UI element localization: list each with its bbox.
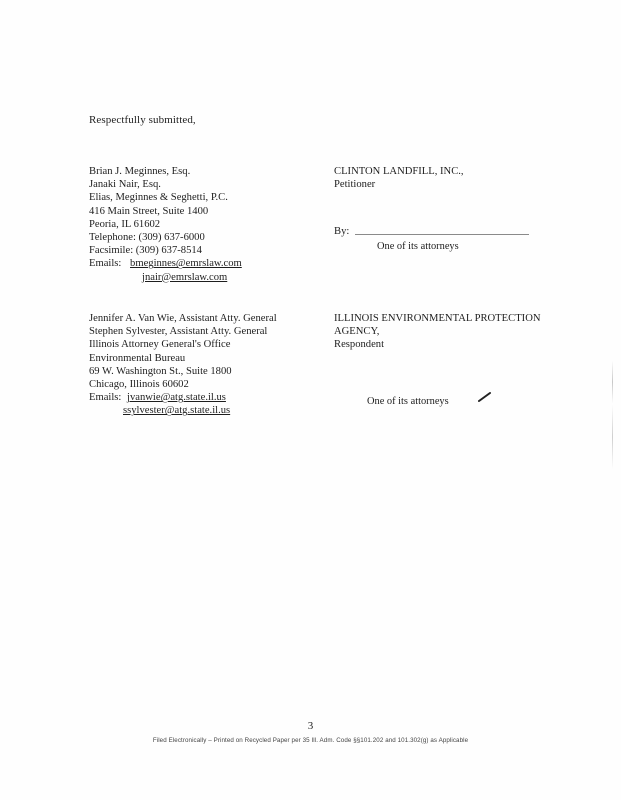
counsel-line: Jennifer A. Van Wie, Assistant Atty. General — [89, 313, 277, 324]
email-row — [89, 257, 242, 270]
party-name: ILLINOIS ENVIRONMENTAL PROTECTION — [334, 313, 541, 324]
email-link[interactable]: bmeginnes@emrslaw.com — [130, 258, 242, 270]
email-row — [89, 271, 242, 284]
email-link[interactable]: ssylvester@atg.state.il.us — [123, 405, 231, 417]
closing-text: Respectfully submitted, — [89, 114, 196, 126]
counsel-line: 416 Main Street, Suite 1400 — [89, 205, 209, 217]
respondent-party-block — [334, 312, 541, 352]
respondent-counsel-block — [89, 312, 277, 418]
party-role: Petitioner — [334, 179, 376, 191]
counsel-line: Facsimile: (309) 637-8514 — [89, 245, 202, 257]
signature-row — [334, 226, 529, 237]
email-link[interactable]: jvanwie@atg.state.il.us — [127, 392, 226, 404]
counsel-line: Telephone: (309) 637-6000 — [89, 232, 205, 244]
email-row — [89, 404, 277, 417]
counsel-line: Brian J. Meginnes, Esq. — [89, 166, 191, 177]
counsel-line: Elias, Meginnes & Seghetti, P.C. — [89, 192, 228, 204]
attorneys-caption: One of its attorneys — [377, 241, 459, 252]
attorneys-caption: One of its attorneys — [367, 396, 449, 407]
counsel-line: Janaki Nair, Esq. — [89, 179, 161, 191]
counsel-line: Peoria, IL 61602 — [89, 218, 161, 230]
filing-footer: Filed Electronically – Printed on Recycled Paper per 35 Ill. Adm. Code §§101.202 and 101.302(g) as Applicable — [152, 737, 469, 744]
petitioner-party-block — [334, 165, 464, 191]
counsel-line: 69 W. Washington St., Suite 1800 — [89, 365, 232, 377]
party-name: AGENCY, — [334, 326, 380, 338]
signature-line — [355, 233, 529, 235]
party-name: CLINTON LANDFILL, INC., — [334, 166, 464, 177]
counsel-line: Environmental Bureau — [89, 352, 186, 364]
pen-stroke-icon — [478, 391, 492, 403]
email-row — [89, 391, 277, 404]
counsel-line: Illinois Attorney General's Office — [89, 339, 231, 351]
emails-label: Emails: — [89, 392, 122, 404]
petitioner-counsel-block — [89, 165, 242, 284]
counsel-line: Chicago, Illinois 60602 — [89, 379, 189, 391]
emails-label: Emails: — [89, 258, 122, 270]
party-role: Respondent — [334, 339, 385, 351]
email-link[interactable]: jnair@emrslaw.com — [142, 271, 228, 283]
scan-edge-mark — [612, 360, 613, 470]
by-label: By: — [334, 226, 350, 237]
page-number: 3 — [307, 720, 314, 732]
counsel-line: Stephen Sylvester, Assistant Atty. General — [89, 326, 268, 338]
